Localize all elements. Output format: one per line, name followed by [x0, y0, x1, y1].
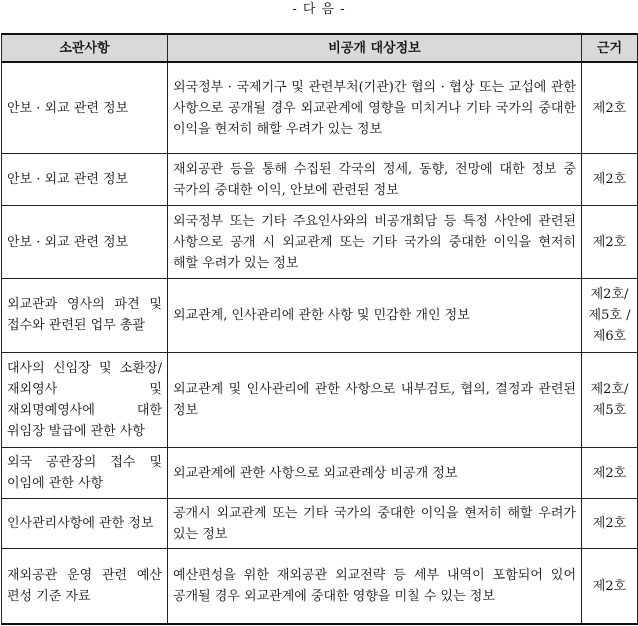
- cell-info: 재외공관 등을 통해 수집된 각국의 정세, 동향, 전망에 대한 정보 중 국가의 중대한 이익, 안보에 관련된 정보: [168, 154, 582, 206]
- table-header: [2, 34, 638, 62]
- cell-basis: 제2호: [582, 62, 638, 154]
- table-row: [2, 279, 638, 352]
- cell-basis: 제2호: [582, 499, 638, 549]
- cell-matter: 인사관리사항에 관한 정보: [2, 499, 168, 549]
- table-row: [2, 549, 638, 624]
- cell-matter: 안보 · 외교 관련 정보: [2, 154, 168, 206]
- table-row: [2, 154, 638, 206]
- document-heading: - 다 음 -: [292, 2, 346, 17]
- cell-info: 예산편성을 위한 재외공관 외교전략 등 세부 내역이 포함되어 있어 공개될 경우 외교관계에 중대한 영향을 미칠 수 있는 정보: [168, 549, 582, 624]
- cell-basis: 제2호/ 제5호 /제6호: [582, 279, 638, 352]
- table-row: [2, 62, 638, 154]
- cell-info: 외교관계, 인사관리에 관한 사항 및 민감한 개인 정보: [168, 279, 582, 352]
- cell-basis: 제2호/ 제5호: [582, 352, 638, 448]
- cell-matter: 대사의 신임장 및 소환장/ 재외영사 및 재외명예영사에 대한 위임장 발급에 관한 사항: [2, 352, 168, 448]
- table-row: [2, 352, 638, 448]
- header-info: 비공개 대상정보: [168, 34, 582, 62]
- cell-matter: 안보 · 외교 관련 정보: [2, 62, 168, 154]
- cell-matter: 외국 공관장의 접수 및 이임에 관한 사항: [2, 448, 168, 499]
- non-disclosure-table: [1, 33, 638, 625]
- cell-basis: 제2호: [582, 549, 638, 624]
- cell-basis: 제2호: [582, 448, 638, 499]
- table-row: [2, 499, 638, 549]
- table-row: [2, 206, 638, 279]
- cell-info: 외국정부 또는 기타 주요인사와의 비공개회담 등 특정 사안에 관련된 사항으로 공개 시 외교관계 또는 기타 국가의 중대한 이익을 현저히 해할 우려가 있는 정보: [168, 206, 582, 279]
- header-row: [2, 34, 638, 62]
- cell-info: 외국정부 · 국제기구 및 관련부처(기관)간 협의 · 협상 또는 교섭에 관한 사항으로 공개될 경우 외교관계에 영향을 미치거나 기타 국가의 중대한 이익을 현저히 해할 우려가 있는 정보: [168, 62, 582, 154]
- cell-basis: 제2호: [582, 206, 638, 279]
- cell-matter: 재외공관 운영 관련 예산 편성 기준 자료: [2, 549, 168, 624]
- cell-info: 외교관계 및 인사관리에 관한 사항으로 내부검토, 협의, 결정과 관련된 정보: [168, 352, 582, 448]
- cell-matter: 안보 · 외교 관련 정보: [2, 206, 168, 279]
- cell-matter: 외교관과 영사의 파견 및 접수와 관련된 업무 총괄: [2, 279, 168, 352]
- header-basis: 근거: [582, 34, 638, 62]
- table-body: [2, 62, 638, 624]
- cell-info: 외교관계에 관한 사항으로 외교관례상 비공개 정보: [168, 448, 582, 499]
- table-row: [2, 448, 638, 499]
- cell-basis: 제2호: [582, 154, 638, 206]
- cell-info: 공개시 외교관계 또는 기타 국가의 중대한 이익을 현저히 해할 우려가 있는 정보: [168, 499, 582, 549]
- header-matter: 소관사항: [2, 34, 168, 62]
